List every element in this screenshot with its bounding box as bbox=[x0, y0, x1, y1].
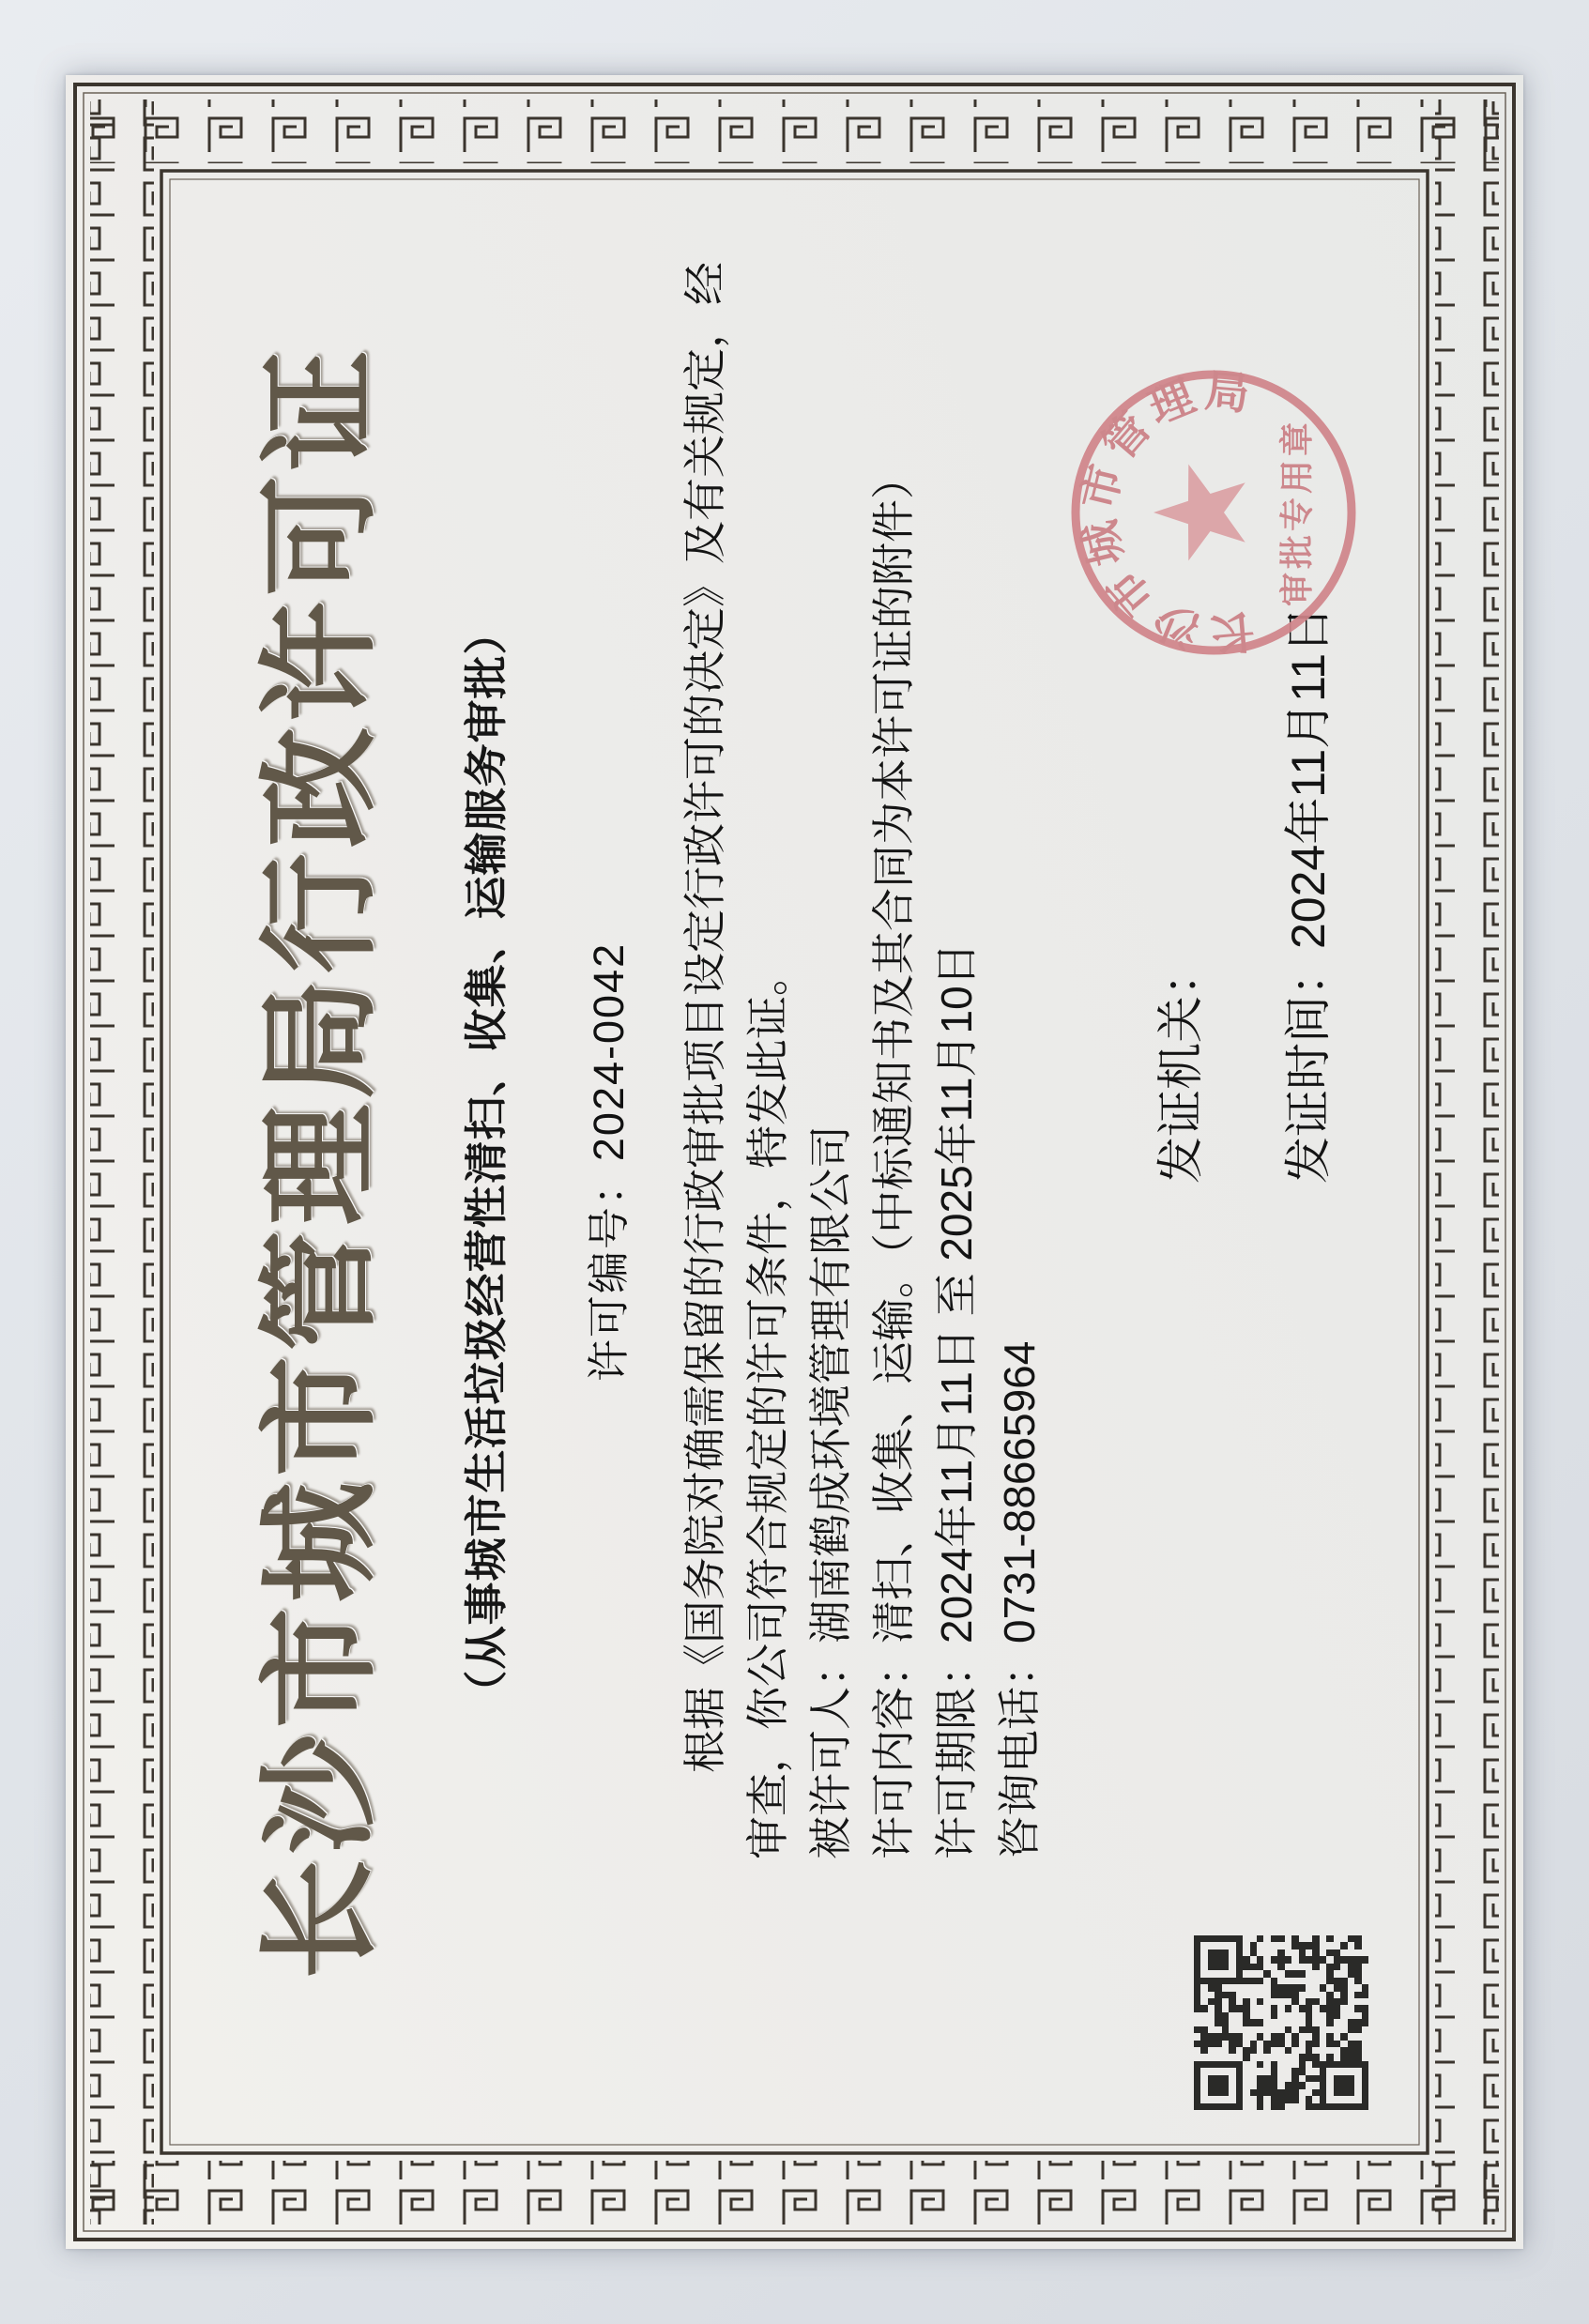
field-row-permitted-content bbox=[863, 170, 925, 1859]
field-row-validity-period bbox=[925, 170, 988, 1859]
field-label: 许可内容： bbox=[869, 1644, 918, 1859]
body-line: 审查，你公司符合规定的许可条件，特发此证。 bbox=[743, 953, 792, 1859]
certificate-title: 长沙市城市管理局行政许可证 bbox=[254, 344, 388, 1980]
field-row-phone bbox=[988, 170, 1051, 1859]
license-number-value: 2024-0042 bbox=[585, 941, 633, 1162]
certificate-subtitle: （从事城市生活垃圾经营性清扫、收集、运输服务审批） bbox=[462, 610, 511, 1714]
certificate-body bbox=[674, 170, 1051, 1859]
certificate-paper bbox=[66, 75, 1523, 2249]
body-line: 根据《国务院对确需保留的行政审批项目设定行政许可的决定》及有关规定，经 bbox=[680, 262, 729, 1773]
official-seal bbox=[1059, 358, 1368, 667]
license-number-label: 许可编号： bbox=[585, 1161, 633, 1383]
field-value: 清扫、收集、运输。（中标通知书及其合同为本许可证的附件） bbox=[869, 456, 918, 1644]
qr-code bbox=[1194, 1935, 1368, 2110]
seal-star-icon bbox=[1154, 465, 1245, 561]
field-row-licensee bbox=[800, 170, 863, 1859]
license-number-line bbox=[574, 75, 635, 2249]
field-label: 许可期限： bbox=[932, 1644, 981, 1859]
issue-date-label: 发证时间： bbox=[1282, 949, 1335, 1184]
certificate-content bbox=[66, 75, 1523, 2249]
seal-bottom-text: 审批专用章 bbox=[1278, 418, 1316, 607]
issuing-authority-row bbox=[1143, 606, 1211, 1184]
issue-date-row bbox=[1271, 606, 1338, 1184]
field-label: 被许可人： bbox=[806, 1644, 855, 1859]
issuer-block bbox=[1143, 606, 1398, 1184]
issuing-authority-label: 发证机关： bbox=[1154, 949, 1207, 1184]
field-value: 2024年11月11日 至 2025年11月10日 bbox=[932, 942, 981, 1644]
field-label: 咨询电话： bbox=[995, 1644, 1044, 1859]
issue-date-value: 2024年11月11日 bbox=[1282, 605, 1335, 949]
field-value: 湖南鹤成环境管理有限公司 bbox=[806, 1125, 855, 1644]
seal-ring-text: 长沙市城市管理局 bbox=[1074, 367, 1258, 658]
field-value: 0731-88665964 bbox=[995, 1340, 1044, 1644]
